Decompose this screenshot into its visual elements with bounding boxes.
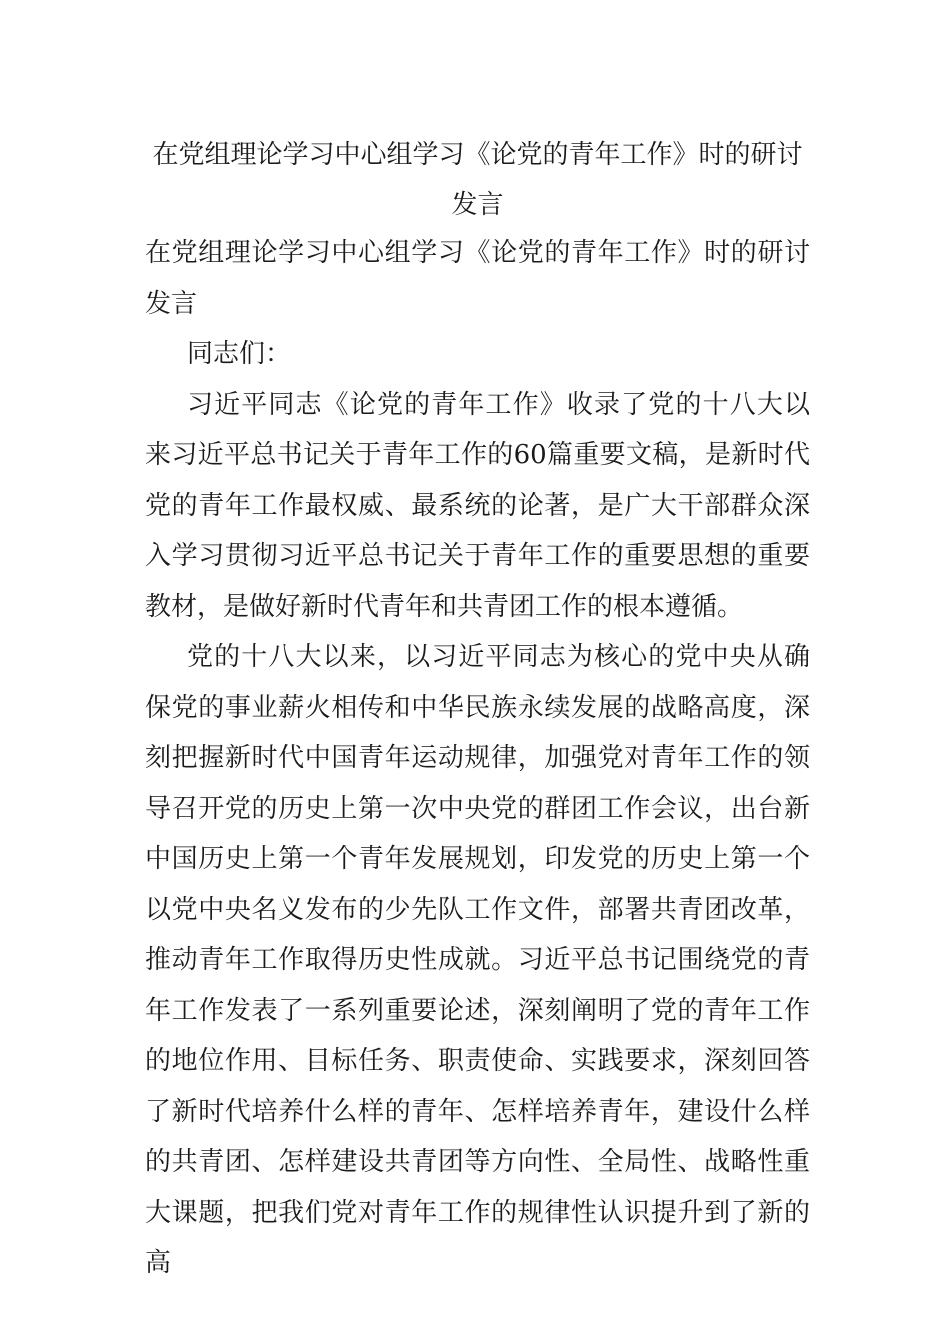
salutation-paragraph: 同志们： <box>187 339 292 369</box>
body-paragraph: 党的十八大以来，以习近平同志为核心的党中央从确保党的事业薪火相传和中华民族永续发展的战略高度，深刻把握新时代中国青年运动规律，加强党对青年工作的领导召开党的历史上第一次中央党的群团工作会议，出台新中国历史上第一个青年发展规划，印发党的历史上第一个以党中央名义发布的少先队工作文件，部署共青团改革，推动青年工作取得历史性成就。习近平总书记围绕党的青年工作发表了一系列重要论述，深刻阐明了党的青年工作的地位作用、目标任务、职责使命、实践要求，深刻回答了新时代培养什么样的青年、怎样培养青年，建设什么样的共青团、怎样建设共青团等方向性、全局性、战略性重大课题，把我们党对青年工作的规律性认识提升到了新的高 <box>145 642 810 1278</box>
document-title: 在党组理论学习中心组学习《论党的青年工作》时的研讨发言 <box>152 140 803 220</box>
repeated-title-paragraph: 在党组理论学习中心组学习《论党的青年工作》时的研讨发言 <box>145 238 810 319</box>
body-paragraph: 习近平同志《论党的青年工作》收录了党的十八大以来习近平总书记关于青年工作的60篇重要文稿，是新时代党的青年工作最权威、最系统的论著，是广大干部群众深入学习贯彻习近平总书记关于青年工作的重要思想的重要教材，是做好新时代青年和共青团工作的根本遵循。 <box>145 389 810 622</box>
document-body <box>145 228 810 1289</box>
